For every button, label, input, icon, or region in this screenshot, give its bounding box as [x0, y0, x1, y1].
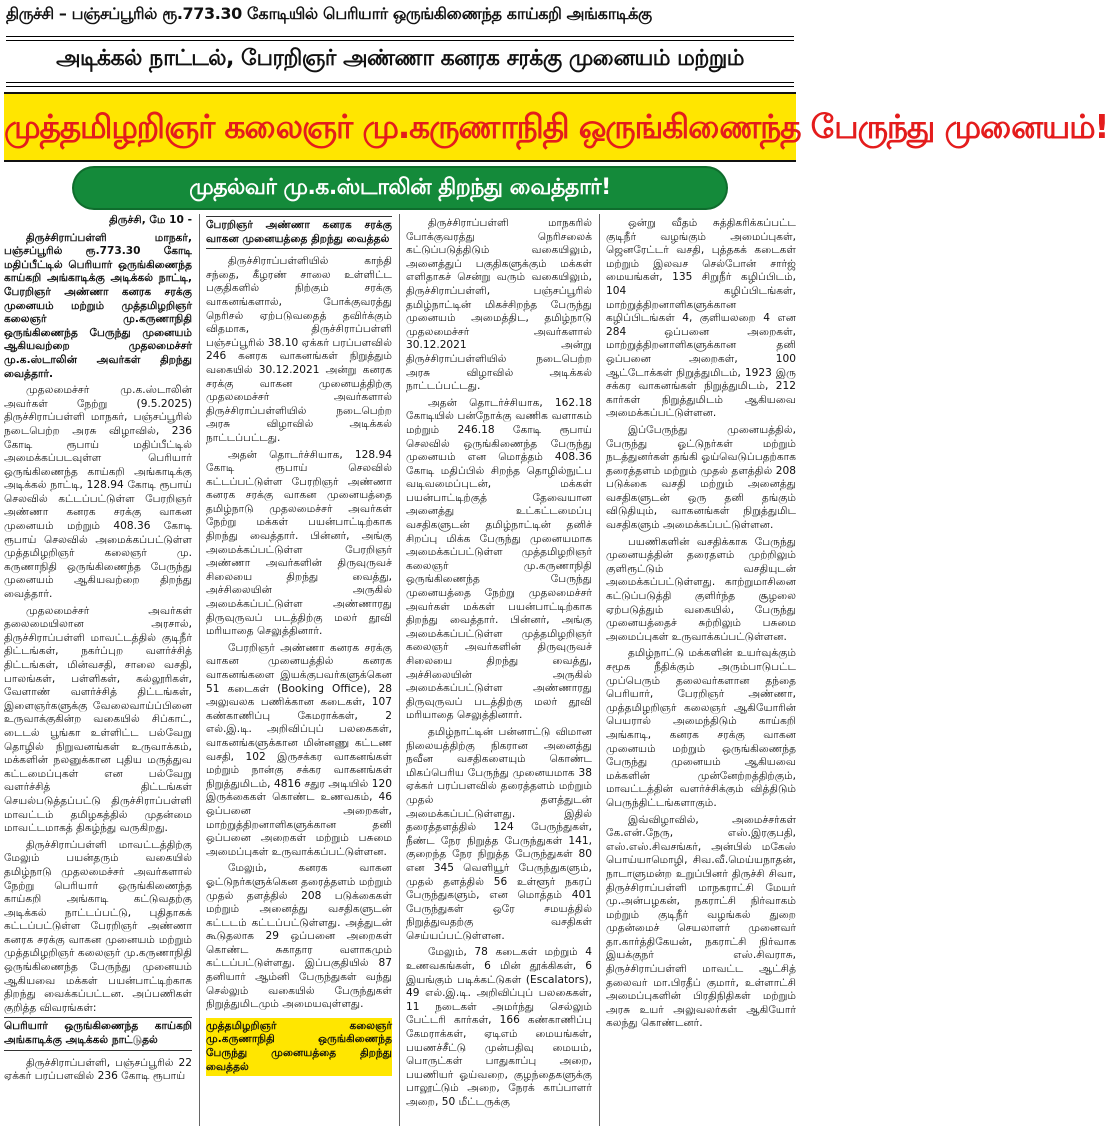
main-banner-headline: முத்தமிழறிஞர் கலைஞர் மு.கருணாநிதி ஒருங்கிணைந்த பேருந்து முனையம்! [4, 92, 796, 162]
paragraph: இவ்விழாவில், அமைச்சர்கள் கே.என்.நேரு, எஸ்.இரகுபதி, எஸ்.எஸ்.சிவசங்கர், அன்பில் மகேஸ் பொய்யாமொழி, சிவ.வீ.மெய்யநாதன், நாடாளுமன்ற உறுப்பினர் திருச்சி சிவா, திருச்சிராப்பள்ளி மாநகராட்சி மேயர் மு.அன்பழகன், நகராட்சி நிர்வாகம் மற்றும் குடிநீர் வழங்கல் துறை முதன்மைச் செயலாளர் முனைவர் தா.கார்த்திகேயன், நகராட்சி நிர்வாக இயக்குநர் எஸ்.சிவராசு, திருச்சிராப்பள்ளி மாவட்ட ஆட்சித் தலைவர் மா.பிரதீப் குமார், உள்ளாட்சி அமைப்புகளின் பிரதிநிதிகள் மற்றும் அரசு உயர் அலுவலர்கள் ஆகியோர் கலந்து கொண்டனர். [606, 813, 796, 1030]
top-headline: திருச்சி – பஞ்சப்பூரில் ரூ.773.30 கோடியில் பெரியார் ஒருங்கிணைந்த காய்கறி அங்காடிக்கு [6, 4, 652, 23]
article-column-2 [206, 214, 392, 1129]
column-divider [599, 214, 600, 1126]
paragraph: முதலமைச்சர் மு.க.ஸ்டாலின் அவர்கள் நேற்று (9.5.2025) திருச்சிராப்பள்ளி மாநகர், பஞ்சப்பூரில் நடைபெற்ற அரசு விழாவில், 236 கோடி ரூபாய் மதிப்பீட்டில் அமைக்கப்படவுள்ள பெரியார் ஒருங்கிணைந்த காய்கறி அங்காடிக்கு அடிக்கல் நாட்டி, 128.94 கோடி ரூபாய் செலவில் கட்டப்பட்டுள்ள பேரறிஞர் அண்ணா கனரக சரக்கு வாகன முனையம் மற்றும் 408.36 கோடி ரூபாய் செலவில் அமைக்கப்பட்டுள்ள முத்தமிழறிஞர் கலைஞர் மு. கருணாநிதி ஒருங்கிணைந்த பேருந்து முனையம் ஆகியவற்றை திறந்து வைத்தார். [4, 384, 192, 601]
paragraph: அதன் தொடர்ச்சியாக, 162.18 கோடியில் பன்நோக்கு வணிக வளாகம் மற்றும் 246.18 கோடி ரூபாய் செலவில் ஒருங்கிணைந்த பேருந்து முனையம் என மொத்தம் 408.36 கோடி மதிப்பில் சிறந்த தொழில்நுட்ப வடிவமைப்புடன், மக்கள் பயன்பாட்டிற்குத் தேவையான அனைத்து உட்கட்டமைப்பு வசதிகளுடன் தமிழ்நாட்டின் தனிச் சிறப்பு மிக்க பேருந்து முனையமாக அமைக்கப்பட்டுள்ள முத்தமிழறிஞர் கலைஞர் மு.கருணாநிதி ஒருங்கிணைந்த பேருந்து முனையத்தை நேற்று முதலமைச்சர் அவர்கள் மக்கள் பயன்பாட்டிற்காக திறந்து வைத்தார். பின்னர், அங்கு அமைக்கப்பட்டுள்ள முத்தமிழறிஞர் கலைஞர் அவர்களின் திருவுருவச் சிலையை திறந்து வைத்து, அச்சிலையின் அருகில் அமைக்கப்பட்டுள்ள அண்ணாரது திருவுருவப் படத்திற்கு மலர் தூவி மரியாதை செலுத்தினார். [406, 396, 592, 722]
article-column-1 [4, 214, 192, 1129]
lead-paragraph: திருச்சிராப்பள்ளி மாநகர், பஞ்சப்பூரில் ரூ.773.30 கோடி மதிப்பீட்டில் பெரியார் ஒருங்கிணைந்த காய்கறி அங்காடிக்கு அடிக்கல் நாட்டி, பேரறிஞர் அண்ணா கனரக சரக்கு முனையம் மற்றும் முத்தமிழறிஞர் கலைஞர் மு.கருணாநிதி ஒருங்கிணைந்த பேருந்து முனையம் ஆகியவற்றை முதலமைச்சர் மு.க.ஸ்டாலின் அவர்கள் திறந்து வைத்தார். [4, 231, 192, 380]
paragraph: திருச்சிராப்பள்ளி மாநகரில் போக்குவரத்து நெரிசலைக் கட்டுப்படுத்திடும் வகையிலும், அனைத்துப் பகுதிகளுக்கும் மக்கள் எளிதாகச் சென்று வரும் வகையிலும், திருச்சிராப்பள்ளி, பஞ்சப்பூரில் தமிழ்நாட்டின் மிகச்சிறந்த பேருந்து முனையம் அமைத்திட, தமிழ்நாடு முதலமைச்சர் அவர்களால் 30.12.2021 அன்று திருச்சிராப்பள்ளியில் நடைபெற்ற அரசு விழாவில் அடிக்கல் நாட்டப்பட்டது. [406, 217, 592, 393]
section-subheading: பெரியார் ஒருங்கிணைந்த காய்கறி அங்காடிக்கு அடிக்கல் நாட்டுதல் [4, 1017, 192, 1050]
paragraph: தமிழ்நாட்டின் பன்னாட்டு விமான நிலையத்திற்கு நிகரான அனைத்து நவீன வசதிகளையும் கொண்ட மிகப்பெரிய பேருந்து முனையமாக 38 ஏக்கர் பரப்பளவில் தரைத்தளம் மற்றும் முதல் தளத்துடன் அமைக்கப்பட்டுள்ளது. இதில் தரைத்தளத்தில் 124 பேருந்துகள், நீண்ட நேர நிறுத்த பேருந்துகள் 141, குறைந்த நேர நிறுத்த பேருந்துகள் 80 என 345 வெளியூர் பேருந்துகளும், முதல் தளத்தில் 56 உள்ளூர் நகரப் பேருந்துகளும், என மொத்தம் 401 பேருந்துகள் ஒரே சமயத்தில் நிறுத்துவதற்கு வசதிகள் செய்யப்பட்டுள்ளன. [406, 725, 592, 942]
paragraph: பயணிகளின் வசதிக்காக பேருந்து முனையத்தின் தரைதளம் முற்றிலும் குளிரூட்டும் வசதியுடன் அமைக்கப்பட்டுள்ளது. காற்றுமாசினை கட்டுப்படுத்தி குளிர்ந்த சூழலை ஏற்படுத்தும் வகையில், பேருந்து முனையத்தைச் சுற்றிலும் பசுமை அமைப்புகள் உருவாக்கப்பட்டுள்ளன. [606, 535, 796, 643]
paragraph: ஒன்று வீதம் சுத்திகரிக்கப்பட்ட குடிநீர் வழங்கும் அமைப்புகள், ஜெனரேட்டர் வசதி, புத்தகக் கடைகள் மற்றும் இலவச செல்போன் சார்ஜ் மையங்கள், 135 சிறுநீர் கழிப்பிடம், 104 கழிப்பிடங்கள், மாற்றுத்திறனாளிகளுக்கான கழிப்பிடங்கள் 4, குளியலறை 4 என 284 ஒப்பனை அறைகள், மாற்றுத்திறனாளிகளுக்கான தனி ஒப்பனை அறைகள், 100 ஆட்டோக்கள் நிறுத்துமிடம், 1923 இரு சக்கர வாகனங்கள் நிறுத்துமிடம், 212 கார்கள் நிறுத்துமிடம் ஆகியவை அமைக்கப்பட்டுள்ளன. [606, 217, 796, 420]
paragraph: திருச்சிராப்பள்ளி மாவட்டத்திற்கு மேலும் பயன்தரும் வகையில் தமிழ்நாடு முதலமைச்சர் அவர்களால் நேற்று பெரியார் ஒருங்கிணைந்த காய்கறி அங்காடி கட்டுவதற்கு அடிக்கல் நாட்டப்பட்டு, புதிதாகக் கட்டப்பட்டுள்ள பேரறிஞர் அண்ணா கனரக சரக்கு வாகன முனையம் மற்றும் முத்தமிழறிஞர் கலைஞர் மு.கருணாநிதி ஒருங்கிணைந்த பேருந்து முனையம் ஆகியவை மக்கள் பயன்பாட்டிற்காக திறந்து வைக்கப்பட்டன. அப்பணிகள் குறித்த விவரங்கள்: [4, 838, 192, 1014]
paragraph: முதலமைச்சர் அவர்கள் தலைமையிலான அரசால், திருச்சிராப்பள்ளி மாவட்டத்தில் குடிநீர் திட்டங்கள், நகர்ப்புற வளர்ச்சித் திட்டங்கள், மின்வசதி, சாலை வசதி, பாலங்கள், பள்ளிகள், கல்லூரிகள், வேளாண் வளர்ச்சித் திட்டங்கள், இளைஞர்களுக்கு வேலைவாய்ப்பினை உருவாக்குகின்ற வகையில் சிப்காட், டைடல் பூங்கா உள்ளிட்ட பல்வேறு தொழில் நிறுவனங்கள் உருவாக்கம், மக்களின் நலனுக்கான புதிய மருத்துவ கட்டமைப்புகள் என பல்வேறு வளர்ச்சித் திட்டங்கள் செயல்படுத்தப்பட்டு திருச்சிராப்பள்ளி மாவட்டம் தமிழகத்தில் முதன்மை மாவட்டமாகத் திகழ்ந்து வருகிறது. [4, 604, 192, 835]
second-headline: அடிக்கல் நாட்டல், பேரறிஞர் அண்ணா கனரக சரக்கு முனையம் மற்றும் [56, 46, 744, 71]
paragraph: அதன் தொடர்ச்சியாக, 128.94 கோடி ரூபாய் செலவில் கட்டப்பட்டுள்ள பேரறிஞர் அண்ணா கனரக சரக்கு வாகன முனையத்தை தமிழ்நாடு முதலமைச்சர் அவர்கள் நேற்று மக்கள் பயன்பாட்டிற்காக திறந்து வைத்தார். பின்னர், அங்கு அமைக்கப்பட்டுள்ள பேரறிஞர் அண்ணா அவர்களின் திருவுருவச் சிலையை திறந்து வைத்து, அச்சிலையின் அருகில் அமைக்கப்பட்டுள்ள அண்ணாரது திருவுருவப் படத்திற்கு மலர் தூவி மரியாதை செலுத்தினார். [206, 448, 392, 638]
divider-line [6, 36, 794, 37]
column-divider [199, 214, 200, 1126]
paragraph: மேலும், கனரக வாகன ஓட்டுநர்களுக்கென தரைத்தளம் மற்றும் முதல் தளத்தில் 208 படுக்கைகள் மற்றும் அனைத்து வசதிகளுடன் கட்டடம் கட்டப்பட்டுள்ளது. அத்துடன் கூடுதலாக 29 ஒப்பனை அறைகள் கொண்ட சுகாதார வளாகமும் கட்டப்பட்டுள்ளது. இப்பகுதியில் 87 தனியார் ஆம்னி பேருந்துகள் வந்து செல்லும் வகையில் பேருந்துகள் நிறுத்துமிடமும் அமையவுள்ளது. [206, 862, 392, 1011]
paragraph: திருச்சிராப்பள்ளி, பஞ்சப்பூரில் 22 ஏக்கர் பரப்பளவில் 236 கோடி ரூபாய் [4, 1056, 192, 1083]
divider-line [6, 86, 794, 87]
dateline: திருச்சி, மே 10 - [109, 214, 192, 226]
divider-line [6, 82, 794, 83]
paragraph: திருச்சிராப்பள்ளியில் காந்தி சந்தை, கீழரண் சாலை உள்ளிட்ட பகுதிகளில் நிற்கும் சரக்கு வாகனங்களால், போக்குவரத்து நெரிசல் ஏற்படுவதைத் தவிர்க்கும் விதமாக, திருச்சிராப்பள்ளி பஞ்சப்பூரில் 38.10 ஏக்கர் பரப்பளவில் 246 கனரக வாகனங்கள் நிறுத்தும் வகையில் 30.12.2021 அன்று கனரக சரக்கு வாகன முனையத்திற்கு முதலமைச்சர் அவர்களால் திருச்சிராப்பள்ளியில் நடைபெற்ற அரசு விழாவில் அடிக்கல் நாட்டப்பட்டது. [206, 255, 392, 444]
divider-line [6, 40, 794, 41]
subheadline-pill: முதல்வர் மு.க.ஸ்டாலின் திறந்து வைத்தார்! [74, 168, 726, 208]
column-divider [399, 214, 400, 1126]
paragraph: பேரறிஞர் அண்ணா கனரக சரக்கு வாகன முனையத்தில் கனரக வாகனங்களை இயக்குபவர்களுக்கென 51 கடைகள் (Booking Office), 28 அலுவலக பணிக்கான கடைகள், 107 கண்காணிப்பு கேமராக்கள், 2 எல்.இ.டி. அறிவிப்புப் பலகைகள், வாகனங்களுக்கான மின்னணு கட்டண வசதி, 102 இருசக்கர வாகனங்கள் மற்றும் நான்கு சக்கர வாகனங்கள் நிறுத்துமிடம், 4816 சதுர அடியில் 120 இருக்கைகள் கொண்ட உணவகம், 46 ஒப்பனை அறைகள், மாற்றுத்திறனாளிகளுக்கான தனி ஒப்பனை அறைகள் மற்றும் பசுமை அமைப்புகள் உருவாக்கப்பட்டுள்ளன. [206, 641, 392, 858]
paragraph: தமிழ்நாட்டு மக்களின் உயர்வுக்கும் சமூக நீதிக்கும் அரும்பாடுபட்ட முப்பெரும் தலைவர்களான தந்தை பெரியார், பேரறிஞர் அண்ணா, முத்தமிழறிஞர் கலைஞர் ஆகியோரின் பெயரால் அமைந்திடும் காய்கறி அங்காடி, கனரக சரக்கு வாகன முனையம் மற்றும் ஒருங்கிணைந்த பேருந்து முனையம் ஆகியவை மக்களின் முன்னேற்றத்திற்கும், மாவட்டத்தின் வளர்ச்சிக்கும் வித்திடும் பெருந்திட்டங்களாகும். [606, 647, 796, 809]
article-column-3 [406, 214, 592, 1129]
paragraph: மேலும், 78 கடைகள் மற்றும் 4 உணவகங்கள், 6 மின் தூக்கிகள், 6 இயங்கும் படிக்கட்டுகள் (Escalators), 49 எல்.இ.டி. அறிவிப்புப் பலகைகள், 11 நடைகள் அமர்ந்து செல்லும் பேட்டரி கார்கள், 166 கண்காணிப்பு கேமராக்கள், ஏடிஎம் மையங்கள், பயணச்சீட்டு முன்பதிவு மையம், பொருட்கள் பாதுகாப்பு அறை, பயணியர் ஓய்வறை, குழந்தைகளுக்கு பாலூட்டும் அறை, நேரக் காப்பாளர் அறை, 50 மீட்டருக்கு [406, 946, 592, 1108]
section-subheading: முத்தமிழறிஞர் கலைஞர் மு.கருணாநிதி ஒருங்கிணைந்த பேருந்து முனையத்தை திறந்து வைத்தல் [206, 1018, 392, 1076]
paragraph: இப்பேருந்து முனையத்தில், பேருந்து ஓட்டுநர்கள் மற்றும் நடத்துனர்கள் தங்கி ஓய்வெடுப்பதற்காக தரைத்தளம் மற்றும் முதல் தளத்தில் 208 படுக்கை வசதி மற்றும் அனைத்து வசதிகளுடன் ஒரு தனி தங்கும் விடுதியும், வாகனங்கள் நிறுத்துமிட வசதிகளும் அமைக்கப்பட்டுள்ளன. [606, 423, 796, 532]
section-subheading: பேரறிஞர் அண்ணா கனரக சரக்கு வாகன முனையத்தை திறந்து வைத்தல் [206, 216, 392, 249]
article-column-4 [606, 214, 796, 1129]
